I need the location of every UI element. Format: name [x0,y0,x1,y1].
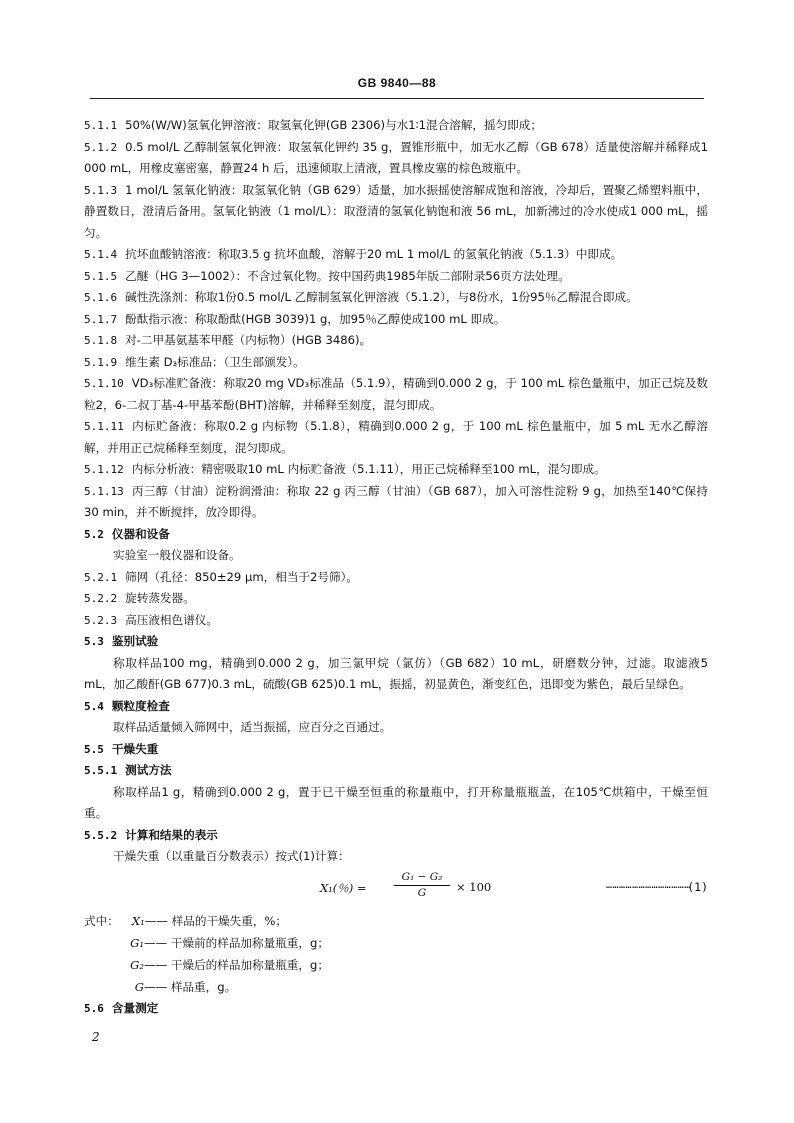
clause-5-5-1 [84,760,708,782]
symbol-definitions [84,910,708,998]
definition-row [84,932,708,954]
formula-denominator: G [417,886,427,899]
clause-number: 5.2 [84,527,104,541]
clause-5-1-6 [84,287,708,309]
clause-number: 5.1.3 [84,183,118,197]
clause-5-1-2 [84,137,708,180]
paragraph-list [84,115,708,868]
clause-text: 鉴别试验 [111,634,159,648]
clause-number: 5.2.2 [84,592,118,605]
clause-text: 测试方法 [125,763,172,777]
clause-text: 酚酞指示液：称取酚酞(HGB 3039)1 g，加95％乙醇使成100 mL 即成。 [125,311,506,326]
clause-5-4 [84,696,708,718]
section-heading-content [84,998,708,1020]
clause-5-5-2 [84,825,708,847]
clause-text: 1 mol/L 氢氧化钠液：取氢氧化钠（GB 629）适量，加水振摇使溶解成饱和溶液，冷却后，置聚乙烯塑料瓶中，静置数日，澄清后备用。氢氧化钠液（1 mol/L）：取澄清的氢氧化钠饱和液 56 mL，加新沸过的冷水使成1 000 mL，摇匀。 [84,182,708,240]
clause-5-1-9 [84,352,708,374]
clause-number: 5.1.10 [84,377,124,390]
clause-text: 仪器和设备 [111,526,170,541]
clause-text: 计算和结果的表示 [125,827,218,842]
definitions-lead: 式中： [84,913,119,928]
clause-5-2 [84,524,708,546]
clause-text: 颗粒度检查 [111,698,170,713]
clause-text: 高压液相色谱仪。 [125,612,218,627]
section-number: 5.6 [84,1001,104,1015]
clause-number: 5.3 [84,635,104,648]
clause-5-1-8 [84,330,708,352]
clause-text: 实验室一般仪器和设备。 [113,548,241,562]
formula-numerator: G₁ − G₂ [394,870,450,886]
clause-text: 50%(W/W)氢氧化钾溶液：取氢氧化钾(GB 2306)与水1∶1混合溶解，摇匀即成； [125,118,542,132]
definition-symbol: G [134,979,144,994]
clause-5-1-11 [84,416,708,459]
formula-tail: × 100 [456,879,492,894]
clause-5-1-4 [84,244,708,266]
clause-text: 内标分析液：精密吸取10 mL 内标贮备液（5.1.11），用正己烷稀释至100 mL，混匀即成。 [131,462,606,476]
clause-text: 乙醚（HG 3—1002）：不含过氧化物。按中国药典1985年版二部附录56页方法处理。 [125,268,570,283]
clause-text: 丙三醇（甘油）淀粉润滑油：称取 22 g 丙三醇（甘油）（GB 687），加入可溶性淀粉 9 g，加热至140℃保持30 min，并不断搅拌，放冷即得。 [84,483,708,519]
clause-number: 5.1.9 [84,355,118,369]
clause-number: 5.1.7 [84,312,118,326]
clause-5-1-10 [84,373,708,416]
drying-loss-formula [84,870,708,906]
definition-row [84,976,708,998]
clause-5-2-1 [84,567,708,589]
definition-symbol: G₁ [130,935,144,950]
clause-number: 5.1.6 [84,291,118,304]
clause-number: 5.1.13 [84,484,124,498]
clause-body-text [84,545,708,567]
clause-text: VD₃标准贮备液：称取20 mg VD₃标准品（5.1.9），精确到0.000 2 g，于 100 mL 棕色量瓶中，加正己烷及数粒2，6-二叔丁基-4-甲基苯酚(BHT)溶解，并稀释至刻度，混匀即成。 [84,376,708,412]
definition-text: —— 样品重，g。 [144,979,237,994]
clause-number: 5.2.3 [84,613,118,627]
clause-5-1-3 [84,180,708,245]
clause-text: 对-二甲基氨基苯甲醛（内标物）(HGB 3486)。 [125,333,372,347]
definition-row [84,910,708,932]
clause-text: 称取样品100 mg，精确到0.000 2 g，加三氯甲烷（氯仿）（GB 682）10 mL，研磨数分钟，过滤。取滤液5 mL，加乙酸酐(GB 677)0.3 mL，硫酸(GB 625)0.1 mL，振摇，初显黄色，渐变红色，迅即变为紫色，最后呈绿色。 [84,655,708,691]
clause-number: 5.4 [84,699,104,713]
clause-5-2-3 [84,610,708,632]
clause-number: 5.1.8 [84,334,118,347]
clause-text: 内标贮备液：称取0.2 g 内标物（5.1.8），精确到0.000 2 g，于 100 mL 棕色量瓶中，加 5 mL 无水乙醇溶解，并用正己烷稀释至刻度，混匀即成。 [84,419,708,455]
clause-text: 称取样品1 g，精确到0.000 2 g，置于已干燥至恒重的称量瓶中，打开称量瓶瓶盖，在105℃烘箱中，干燥至恒重。 [84,784,708,820]
clause-text: 筛网（孔径：850±29 μm，相当于2号筛）。 [125,569,358,584]
clause-body-text [84,653,708,696]
definition-symbol: X₁ [131,913,145,928]
section-title: 含量测定 [111,1000,159,1015]
clause-text: 0.5 mol/L 乙醇制氢氧化钾液：取氢氧化钾约 35 g，置锥形瓶中，加无水乙醇（GB 678）适量使溶解并稀释成1 000 mL，用橡皮塞密塞，静置24 h 后，迅速倾取上清液，置具橡皮塞的棕色玻瓶中。 [84,139,708,175]
clause-number: 5.1.4 [84,248,118,261]
clause-text: 抗坏血酸钠溶液：称取3.5 g 抗坏血酸，溶解于20 mL 1 mol/L 的氢氧化钠液（5.1.3）中即成。 [125,247,623,261]
clause-5-2-2 [84,588,708,610]
definition-text: —— 样品的干燥失重，%； [144,913,288,928]
document-body [84,115,708,1019]
definition-text: —— 干燥后的样品加称量瓶重，g； [144,957,329,972]
clause-body-text [84,846,708,868]
clause-body-text [84,782,708,825]
formula-leader-dots: ………………………………… [606,879,691,891]
clause-number: 5.1.12 [84,463,124,476]
clause-5-1-12 [84,459,708,481]
clause-number: 5.2.1 [84,570,118,584]
standard-code-header: GB 9840—88 [357,76,437,90]
formula-lhs: X₁(％) = [320,880,367,895]
clause-number: 5.5 [84,742,104,756]
clause-number: 5.1.5 [84,269,118,283]
clause-text: 取样品适量倾入筛网中，适当振摇，应百分之百通过。 [113,720,392,734]
header-rule [90,98,704,99]
clause-number: 5.1.1 [84,119,118,132]
page-number: 2 [92,1030,100,1044]
clause-5-1-13 [84,481,708,524]
formula-fraction [394,870,450,901]
clause-number: 5.1.2 [84,140,118,154]
clause-text: 碱性洗涤剂：称取1份0.5 mol/L 乙醇制氢氧化钾溶液（5.1.2），与8份水，1份95％乙醇混合即成。 [125,290,638,304]
clause-5-1-1 [84,115,708,137]
definition-row [84,954,708,976]
clause-body-text [84,717,708,739]
clause-text: 干燥失重（以重量百分数表示）按式(1)计算： [113,849,350,863]
clause-5-1-7 [84,309,708,331]
clause-text: 维生素 D₃标准品：（卫生部颁发）。 [125,354,305,369]
clause-text: 干燥失重 [111,741,159,756]
formula-number: (1) [687,879,708,894]
clause-number: 5.5.1 [84,764,118,777]
definition-symbol: G₂ [130,957,144,972]
clause-number: 5.1.11 [84,420,124,433]
definition-text: —— 干燥前的样品加称量瓶重，g； [144,935,329,950]
clause-number: 5.5.2 [84,828,118,842]
clause-5-1-5 [84,266,708,288]
clause-5-3 [84,631,708,653]
clause-text: 旋转蒸发器。 [125,591,195,605]
clause-5-5 [84,739,708,761]
